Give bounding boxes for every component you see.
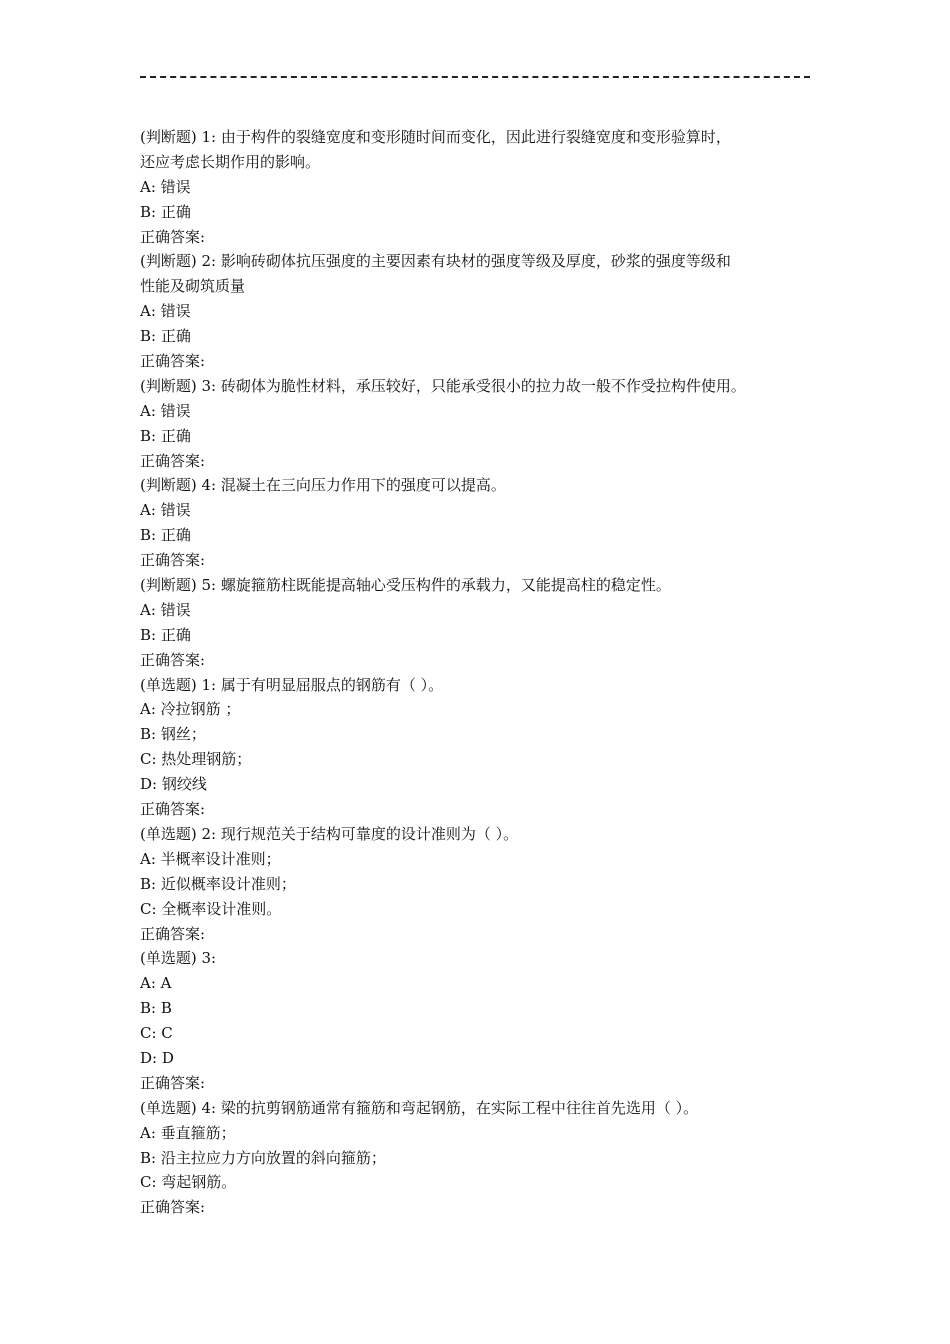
- question-5-option-b: B: 正确: [140, 625, 191, 644]
- question-2-answer-label: 正确答案:: [140, 352, 206, 371]
- question-1-answer-label: 正确答案:: [140, 227, 206, 246]
- question-document: [140, 125, 830, 1220]
- single-choice-2-option-c: C: 全概率设计准则。: [140, 899, 282, 918]
- single-choice-4-text: (单选题) 4: 梁的抗剪钢筋通常有箍筋和弯起钢筋，在实际工程中往往首先选用（ ）。: [140, 1098, 699, 1117]
- single-choice-3-option-b: B: B: [140, 999, 172, 1018]
- question-1-option-a: A: 错误: [140, 177, 191, 196]
- question-5-answer-label: 正确答案:: [140, 650, 206, 669]
- header-separator-rule: [140, 76, 810, 78]
- single-choice-1-answer-label: 正确答案:: [140, 800, 206, 819]
- single-choice-2-answer-label: 正确答案:: [140, 924, 206, 943]
- question-5-option-a: A: 错误: [140, 600, 191, 619]
- question-3-answer-label: 正确答案:: [140, 451, 206, 470]
- question-5-text: (判断题) 5: 螺旋箍筋柱既能提高轴心受压构件的承载力，又能提高柱的稳定性。: [140, 576, 671, 595]
- single-choice-4-answer-label: 正确答案:: [140, 1198, 206, 1217]
- question-1-text-line-1: (判断题) 1: 由于构件的裂缝宽度和变形随时间而变化，因此进行裂缝宽度和变形验算时，: [140, 128, 731, 146]
- single-choice-1-option-a: A: 冷拉钢筋 ；: [140, 700, 241, 719]
- single-choice-3-option-d: D: D: [140, 1048, 174, 1067]
- single-choice-2-option-b: B: 近似概率设计准则；: [140, 874, 296, 893]
- single-choice-2-option-a: A: 半概率设计准则；: [140, 849, 281, 868]
- question-4-option-b: B: 正确: [140, 526, 191, 545]
- single-choice-1-option-b: B: 钢丝；: [140, 725, 206, 744]
- question-2-option-b: B: 正确: [140, 327, 191, 346]
- single-choice-3-option-a: A: A: [140, 974, 172, 993]
- single-choice-3-answer-label: 正确答案:: [140, 1073, 206, 1092]
- question-2-text-line-1: (判断题) 2: 影响砖砌体抗压强度的主要因素有块材的强度等级及厚度，砂浆的强度等级和: [140, 252, 731, 271]
- single-choice-2-text: (单选题) 2: 现行规范关于结构可靠度的设计准则为（ ）。: [140, 824, 519, 843]
- question-1-text-line-2: 还应考虑长期作用的影响。: [140, 152, 321, 171]
- question-3-text: (判断题) 3: 砖砌体为脆性材料，承压较好，只能承受很小的拉力故一般不作受拉构件使用。: [140, 376, 746, 395]
- question-2-text-line-2: 性能及砌筑质量: [140, 277, 246, 296]
- single-choice-3-option-c: C: C: [140, 1024, 173, 1043]
- single-choice-4-option-b: B: 沿主拉应力方向放置的斜向箍筋；: [140, 1148, 386, 1167]
- question-3-option-a: A: 错误: [140, 401, 191, 420]
- question-4-text: (判断题) 4: 混凝土在三向压力作用下的强度可以提高。: [140, 476, 506, 495]
- single-choice-3-text: (单选题) 3:: [140, 949, 217, 968]
- single-choice-1-option-c: C: 热处理钢筋；: [140, 750, 252, 769]
- question-2-option-a: A: 错误: [140, 302, 191, 321]
- question-4-option-a: A: 错误: [140, 501, 191, 520]
- question-4-answer-label: 正确答案:: [140, 551, 206, 570]
- question-3-option-b: B: 正确: [140, 426, 191, 445]
- single-choice-4-option-a: A: 垂直箍筋；: [140, 1123, 236, 1142]
- single-choice-1-text: (单选题) 1: 属于有明显屈服点的钢筋有（ ）。: [140, 675, 444, 694]
- question-1-option-b: B: 正确: [140, 202, 191, 221]
- single-choice-4-option-c: C: 弯起钢筋。: [140, 1173, 237, 1192]
- single-choice-1-option-d: D: 钢绞线: [140, 775, 207, 794]
